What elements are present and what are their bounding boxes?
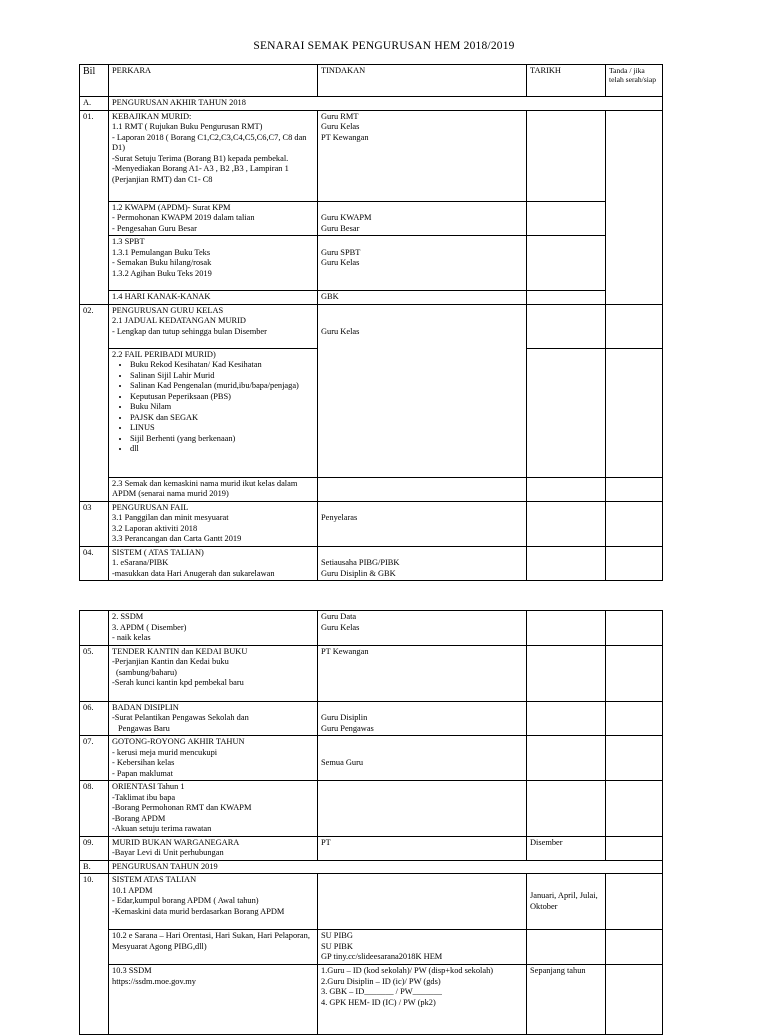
perkara-line: 3. APDM ( Disember) <box>112 622 187 632</box>
tindakan-cell <box>318 201 527 236</box>
tindakan-line: Guru Kelas <box>321 326 360 336</box>
spacer <box>321 548 523 559</box>
tindakan-line: SU PIBK <box>321 941 353 951</box>
table-row <box>80 477 663 501</box>
header-tanda: Tanda / jika telah serah/siap <box>606 65 663 97</box>
tarikh-cell <box>527 701 606 736</box>
tarikh-cell <box>527 201 606 236</box>
tindakan-cell: GBK <box>318 291 527 305</box>
tindakan-line: GP tiny.cc/slideesarana2018K HEM <box>321 952 443 961</box>
spacer <box>321 237 523 248</box>
tindakan-cell <box>318 110 527 201</box>
row-number <box>80 611 109 646</box>
perkara-cell <box>109 201 318 236</box>
row-number: 09. <box>80 836 109 860</box>
tindakan-cell <box>318 930 527 965</box>
perkara-cell <box>109 501 318 546</box>
tarikh-cell <box>527 291 606 305</box>
spacer <box>321 306 523 317</box>
tindakan-line: Guru Disiplin <box>321 713 368 722</box>
table-row <box>80 781 663 837</box>
row-number: 05. <box>80 645 109 701</box>
perkara-line: 10.1 APDM <box>112 885 153 895</box>
spacer <box>321 748 523 759</box>
perkara-line: -Borang Permohonan RMT dan KWAPM <box>112 803 252 812</box>
perkara-line: SISTEM ( ATAS TALIAN) <box>112 547 204 557</box>
tanda-cell <box>606 348 663 477</box>
perkara-line: - Pengesahan Guru Besar <box>112 223 197 233</box>
table-row <box>80 836 663 860</box>
perkara-line: 1.2 KWAPM (APDM)- Surat KPM <box>112 202 231 212</box>
section-b-label: PENGURUSAN TAHUN 2019 <box>109 860 663 874</box>
perkara-line: -Borang APDM <box>112 813 166 823</box>
table-row <box>80 736 663 781</box>
table-row <box>80 291 663 305</box>
tanda-cell <box>606 874 663 930</box>
list-item: • LINUS <box>130 423 314 434</box>
perkara-cell <box>109 645 318 701</box>
row-number: 01. <box>80 110 109 304</box>
table-row <box>80 701 663 736</box>
perkara-line: - Semakan Buku hilang/rosak <box>112 258 212 267</box>
perkara-line: - Laporan 2018 ( Borang C1,C2,C3,C4,C5,C6,C7, C8 dan D1) <box>112 132 307 152</box>
tarikh-cell <box>527 304 606 348</box>
table-row <box>80 611 663 646</box>
tanda-cell <box>606 645 663 701</box>
perkara-line: 2.1 JADUAL KEDATANGAN MURID <box>112 316 246 325</box>
spacer <box>321 703 523 714</box>
tindakan-line: 2.Guru Disiplin – ID (ic)/ PW (gds) <box>321 976 441 986</box>
table-header-row <box>80 65 663 97</box>
section-a-code: A. <box>80 97 109 111</box>
spacer <box>321 316 523 327</box>
perkara-cell <box>109 701 318 736</box>
perkara-cell <box>109 236 318 291</box>
tarikh-cell: Disember <box>527 836 606 860</box>
tanda-cell <box>606 930 663 965</box>
row-number: 04. <box>80 546 109 581</box>
perkara-line: 2.2 FAIL PERIBADI MURID) <box>112 349 216 359</box>
list-item: • Keputusan Peperiksaan (PBS) <box>130 392 314 403</box>
perkara-line: - kerusi meja murid mencukupi <box>112 747 218 757</box>
perkara-cell <box>109 546 318 581</box>
list-item: • PAJSK dan SEGAK <box>130 413 314 424</box>
header-bil: Bil <box>80 65 109 97</box>
perkara-cell <box>109 110 318 201</box>
tarikh-cell <box>527 930 606 965</box>
header-tindakan: TINDAKAN <box>318 65 527 97</box>
tindakan-line: Guru KWAPM <box>321 213 372 222</box>
row-number: 03 <box>80 501 109 546</box>
perkara-line: -Bayar Levi di Unit perhubungan <box>112 848 224 857</box>
tindakan-cell <box>318 874 527 930</box>
table-row <box>80 236 663 291</box>
tanda-cell <box>606 304 663 348</box>
header-tarikh: TARIKH <box>527 65 606 97</box>
tarikh-cell <box>527 645 606 701</box>
perkara-line: -Serah kunci kantin kpd pembekal baru <box>112 678 244 687</box>
table-row <box>80 110 663 201</box>
perkara-line: -Surat Pelantikan Pengawas Sekolah dan <box>112 713 249 722</box>
list-item: • Salinan Kad Pengenalan (murid,ibu/bapa/penjaga) <box>130 381 314 392</box>
list-item: • Sijil Berhenti (yang berkenaan) <box>130 434 314 445</box>
perkara-line: 1.3.1 Pemulangan Buku Teks <box>112 247 211 257</box>
perkara-cell <box>109 348 318 477</box>
section-a-label: PENGURUSAN AKHIR TAHUN 2018 <box>109 97 663 111</box>
table-row <box>80 930 663 965</box>
tindakan-line: SU PIBG <box>321 931 353 940</box>
tindakan-line: 4. GPK HEM- ID (IC) / PW (pk2) <box>321 997 436 1007</box>
perkara-cell <box>109 736 318 781</box>
perkara-cell: 10.2 e Sarana – Hari Orentasi, Hari Sukan, Hari Pelaporan, Mesyuarat Agong PIBG,dll) <box>109 930 318 965</box>
perkara-line: -Taklimat ibu bapa <box>112 792 176 802</box>
table-row <box>80 645 663 701</box>
perkara-line: TENDER KANTIN dan KEDAI BUKU <box>112 646 248 656</box>
tarikh-cell <box>527 236 606 291</box>
perkara-line: Pengawas Baru <box>118 723 170 733</box>
tindakan-cell <box>318 546 527 581</box>
table-row <box>80 501 663 546</box>
list-item: • Buku Rekod Kesihatan/ Kad Kesihatan <box>130 360 314 371</box>
tindakan-cell <box>318 965 527 1035</box>
tindakan-line: Guru RMT <box>321 111 359 121</box>
row-number: 07. <box>80 736 109 781</box>
perkara-cell: 2.3 Semak dan kemaskini nama murid ikut kelas dalam APDM (senarai nama murid 2019) <box>109 477 318 501</box>
tindakan-cell <box>318 611 527 646</box>
tindakan-cell <box>318 236 527 291</box>
section-a-row <box>80 97 663 111</box>
tindakan-line: Penyelaras <box>321 513 358 522</box>
tindakan-line: Setiausaha PIBG/PIBK <box>321 558 400 567</box>
tanda-cell <box>606 736 663 781</box>
section-b-row <box>80 860 663 874</box>
spacer <box>321 737 523 748</box>
perkara-line: GOTONG-ROYONG AKHIR TAHUN <box>112 737 245 746</box>
tindakan-line: Guru Disiplin & GBK <box>321 568 396 578</box>
list-item: • Salinan Sijil Lahir Murid <box>130 371 314 382</box>
tanda-cell <box>606 965 663 1035</box>
tarikh-cell <box>527 611 606 646</box>
tarikh-cell <box>527 501 606 546</box>
tindakan-cell <box>318 701 527 736</box>
perkara-line: 1.1 RMT ( Rujukan Buku Pengurusan RMT) <box>112 122 263 131</box>
perkara-line: -Menyediakan Borang A1- A3 , B2 ,B3 , Lampiran 1 (Perjanjian RMT) dan C1- C8 <box>112 164 289 184</box>
perkara-line: (sambung/baharu) <box>116 667 177 677</box>
tarikh-cell <box>527 110 606 201</box>
perkara-line: BADAN DISIPLIN <box>112 702 179 712</box>
perkara-line: - Papan maklumat <box>112 768 173 778</box>
tarikh-cell: Januari, April, Julai, Oktober <box>527 874 606 930</box>
tindakan-line: Semua Guru <box>321 758 364 767</box>
tanda-cell <box>606 546 663 581</box>
perkara-cell <box>109 836 318 860</box>
table-row <box>80 546 663 581</box>
list-item: • dll <box>130 444 314 455</box>
tindakan-line: PT Kewangan <box>321 132 369 142</box>
perkara-line: 3.1 Panggilan dan minit mesyuarat <box>112 513 229 522</box>
perkara-line: 1. eSarana/PIBK <box>112 558 169 567</box>
list-item: • Buku Nilam <box>130 402 314 413</box>
tindakan-line: 1.Guru – ID (kod sekolah)/ PW (disp+kod sekolah) <box>321 966 494 975</box>
perkara-cell <box>109 611 318 646</box>
tanda-cell <box>606 477 663 501</box>
perkara-cell <box>109 874 318 930</box>
perkara-line: - Permohonan KWAPM 2019 dalam talian <box>112 213 255 222</box>
perkara-line: 3.3 Perancangan dan Carta Gantt 2019 <box>112 534 242 543</box>
page-title: SENARAI SEMAK PENGURUSAN HEM 2018/2019 <box>253 40 515 52</box>
tindakan-cell <box>318 781 527 837</box>
table-row <box>80 874 663 930</box>
tindakan-line: Guru Kelas <box>321 258 360 267</box>
tarikh-cell <box>527 781 606 837</box>
perkara-line: 3.2 Laporan aktiviti 2018 <box>112 523 198 533</box>
tindakan-line: 3. GBK – ID_______ / PW_______ <box>321 987 442 996</box>
perkara-line: 1.3 SPBT <box>112 237 145 246</box>
tindakan-line: Guru Pengawas <box>321 723 374 733</box>
section-b-code: B. <box>80 860 109 874</box>
perkara-line: -Perjanjian Kantin dan Kedai buku <box>112 657 229 666</box>
tarikh-cell <box>527 477 606 501</box>
tanda-cell <box>606 701 663 736</box>
perkara-line: - Lengkap dan tutup sehingga bulan Disember <box>112 326 267 336</box>
tindakan-line: Guru SPBT <box>321 247 361 257</box>
perkara-line: -masukkan data Hari Anugerah dan sukarelawan <box>112 568 275 578</box>
perkara-line: 10.3 SSDM <box>112 966 152 975</box>
perkara-cell <box>109 965 318 1035</box>
perkara-line: SISTEM ATAS TALIAN <box>112 875 197 884</box>
spacer <box>321 203 523 214</box>
row-number: 02. <box>80 304 109 501</box>
tarikh-cell: Sepanjang tahun <box>527 965 606 1035</box>
tindakan-cell: PT Kewangan <box>318 645 527 701</box>
header-perkara: PERKARA <box>109 65 318 97</box>
tanda-cell <box>606 501 663 546</box>
checklist-table-2 <box>79 610 663 1035</box>
bullet-list <box>112 360 314 455</box>
perkara-line: -Surat Setuju Terima (Borang B1) kepada pembekal. <box>112 153 289 163</box>
perkara-line: - Kebersihan kelas <box>112 758 175 767</box>
perkara-line: -Kemaskini data murid berdasarkan Borang APDM <box>112 906 285 916</box>
tanda-cell <box>606 781 663 837</box>
perkara-line: MURID BUKAN WARGANEGARA <box>112 837 240 847</box>
tarikh-cell <box>527 546 606 581</box>
perkara-line: 2. SSDM <box>112 612 144 621</box>
tindakan-line: Guru Kelas <box>321 122 360 131</box>
tanda-cell <box>606 611 663 646</box>
tindakan-line: Guru Besar <box>321 223 360 233</box>
perkara-line: - naik kelas <box>112 633 151 642</box>
tindakan-cell <box>318 477 527 501</box>
perkara-line: -Akuan setuju terima rawatan <box>112 824 212 833</box>
tindakan-line: Guru Kelas <box>321 622 360 632</box>
checklist-table-1 <box>79 64 663 581</box>
tindakan-line: Guru Data <box>321 612 357 621</box>
tindakan-cell <box>318 501 527 546</box>
table-row <box>80 304 663 348</box>
spacer <box>321 503 523 514</box>
row-number: 10. <box>80 874 109 1035</box>
tarikh-cell <box>527 348 606 477</box>
table-row <box>80 201 663 236</box>
tarikh-cell <box>527 736 606 781</box>
tindakan-cell <box>318 304 527 477</box>
perkara-line: KEBAJIKAN MURID: <box>112 111 192 121</box>
perkara-cell <box>109 304 318 348</box>
tanda-cell <box>606 836 663 860</box>
tindakan-cell: PT <box>318 836 527 860</box>
perkara-line: PENGURUSAN GURU KELAS <box>112 305 224 315</box>
perkara-line: PENGURUSAN FAIL <box>112 502 189 512</box>
row-number: 06. <box>80 701 109 736</box>
tindakan-cell <box>318 736 527 781</box>
perkara-line: ORIENTASI Tahun 1 <box>112 782 185 791</box>
perkara-line: - Edar,kumpul borang APDM ( Awal tahun) <box>112 896 259 905</box>
perkara-cell <box>109 781 318 837</box>
perkara-line: https://ssdm.moe.gov.my <box>112 976 196 986</box>
perkara-line: 1.3.2 Agihan Buku Teks 2019 <box>112 268 212 278</box>
row-number: 08. <box>80 781 109 837</box>
perkara-cell: 1.4 HARI KANAK-KANAK <box>109 291 318 305</box>
table-row <box>80 965 663 1035</box>
tanda-cell <box>606 110 663 304</box>
